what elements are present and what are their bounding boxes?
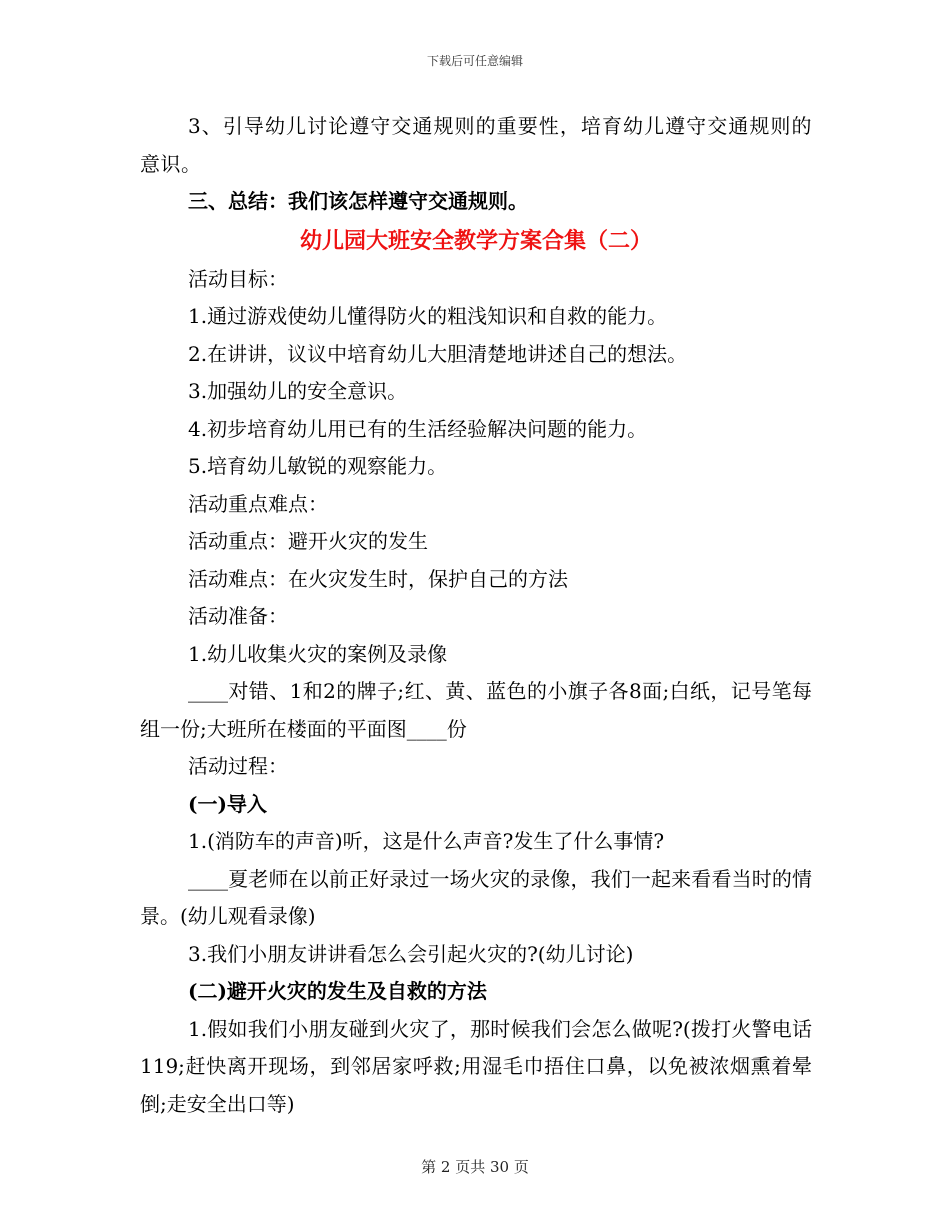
paragraph: 3.我们小朋友讲讲看怎么会引起火灾的?(幼儿讨论)	[188, 941, 634, 966]
list-item: 4.初步培育幼儿用已有的生活经验解决问题的能力。	[188, 416, 648, 441]
document-title: 幼儿园大班安全教学方案合集（二）	[299, 227, 652, 254]
paragraph: ____对错、1和2的牌子;红、黄、蓝色的小旗子各8面;白纸，记号笔每组一份;大班所在楼面的平面图____份	[140, 679, 812, 741]
paragraph: 1.假如我们小朋友碰到火灾了，那时候我们会怎么做呢?(拨打火警电话119;赶快离开现场，到邻居家呼救;用湿毛巾捂住口鼻，以免被浓烟熏着晕倒;走安全出口等)	[140, 1016, 812, 1116]
section-heading: (一)导入	[188, 791, 267, 816]
section-heading: (二)避开火灾的发生及自救的方法	[188, 979, 487, 1003]
list-item: 1.通过游戏使幼儿懂得防火的粗浅知识和自救的能力。	[188, 304, 668, 328]
paragraph: 活动重点：避开火灾的发生	[188, 529, 428, 553]
page-header: 下载后可任意编辑	[426, 54, 523, 68]
paragraph: 3、引导幼儿讨论遵守交通规则的重要性，培育幼儿遵守交通规则的意识。	[140, 114, 812, 176]
list-item: 5.培育幼儿敏锐的观察能力。	[188, 454, 448, 478]
paragraph: 1.(消防车的声音)听，这是什么声音?发生了什么事情?	[188, 829, 665, 853]
document-body	[140, 108, 812, 1123]
paragraph: 活动准备：	[188, 604, 288, 628]
paragraph: 活动过程：	[188, 754, 288, 778]
paragraph: ____夏老师在以前正好录过一场火灾的录像，我们一起来看看当时的情景。(幼儿观看录像)	[140, 866, 812, 928]
list-item: 3.加强幼儿的安全意识。	[188, 379, 408, 403]
section-heading: 三、总结：我们该怎样遵守交通规则。	[188, 189, 528, 213]
paragraph: 活动难点：在火灾发生时，保护自己的方法	[188, 566, 568, 591]
list-item: 1.幼儿收集火灾的案例及录像	[188, 641, 448, 666]
paragraph: 活动重点难点：	[188, 491, 328, 516]
list-item: 2.在讲讲，议议中培育幼儿大胆清楚地讲述自己的想法。	[188, 341, 688, 366]
paragraph: 活动目标：	[188, 266, 288, 291]
page-footer: 第 2 页共 30 页	[421, 1158, 529, 1176]
